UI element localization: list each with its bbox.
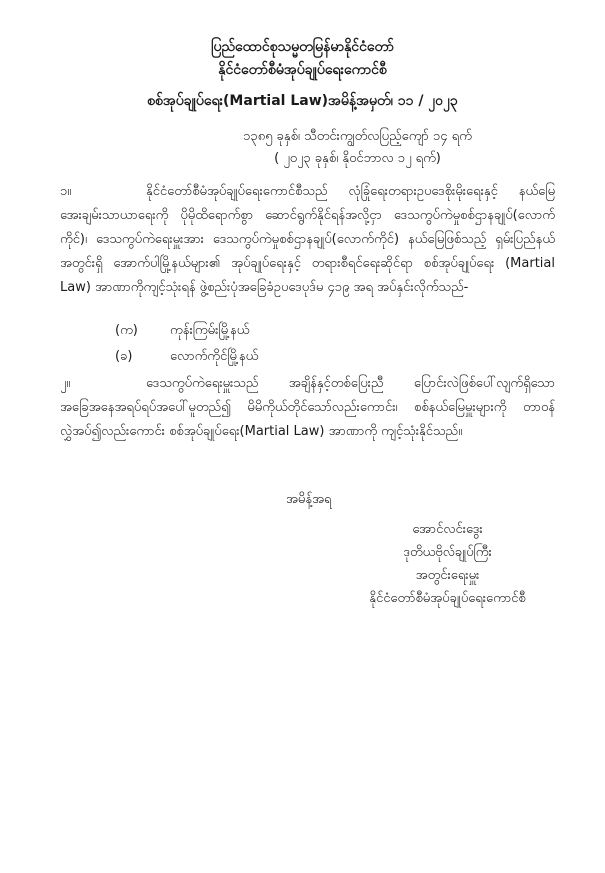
list-item — [115, 318, 555, 344]
signatory-organization: နိုင်ငံတော်စီမံအုပ်ချုပ်ရေးကောင်စီ — [369, 591, 526, 606]
paragraph-number: ၂။ — [60, 376, 71, 391]
township-list — [60, 318, 555, 370]
paragraph-number: ၁။ — [60, 184, 72, 199]
list-item-text: လောက်ကိုင်မြို့နယ် — [170, 349, 259, 364]
signatory-name: အောင်လင်းဒွေး — [412, 522, 483, 537]
gregorian-date: ( ၂၀၂၃ ခုနှစ်၊ နိုဝင်ဘာလ ၁၂ ရက်) — [274, 151, 441, 166]
paragraph-text: ဒေသကွပ်ကဲရေးမှူးသည် အချိန်နှင့်တစ်ပြေးညီ ပြောင်းလဲဖြစ်ပေါ်လျက်ရှိသော အခြေအနေအရပ်ရပ်အပေါ်မူတည်၍ မိမိကိုယ်တိုင်သော်လည်းကောင်း၊ စစ်နယ်မြေမှူးများကို တာဝန်လွှဲအပ်၍လည်းကောင်း စစ်အုပ်ချုပ်ရေး(Martial Law) အာဏာကို ကျင့်သုံးနိုင်သည်။ — [60, 376, 555, 439]
document-header — [50, 36, 555, 82]
list-item — [115, 344, 555, 370]
header-council-name: နိုင်ငံတော်စီမံအုပ်ချုပ်ရေးကောင်စီ — [218, 62, 387, 78]
order-title: စစ်အုပ်ချုပ်ရေး(Martial Law)အမိန့်အမှတ်၊ ၁၁ / ၂၀၂၃ — [147, 93, 458, 109]
myanmar-calendar-date: ၁၃၈၅ ခုနှစ်၊ သီတင်းကျွတ်လပြည့်ကျော် ၁၄ ရက် — [243, 129, 472, 144]
paragraph-1 — [60, 180, 555, 300]
order-dates — [60, 126, 555, 170]
signatory-rank: ဒုတိယဗိုလ်ချုပ်ကြီး — [403, 545, 492, 560]
paragraph-text: နိုင်ငံတော်စီမံအုပ်ချုပ်ရေးကောင်စီသည် လုံခြုံရေးတရားဥပဒေစိုးမိုးရေးနှင့် နယ်မြေအေးချမ်းသာယာရေးကို ပိုမိုထိရောက်စွာ ဆောင်ရွက်နိုင်ရန်အလို့ငှာ ဒေသကွပ်ကဲမှုစစ်ဌာနချုပ်(လောက်ကိုင်)၊ ဒေသကွပ်ကဲရေးမှူးအား ဒေသကွပ်ကဲမှုစစ်ဌာနချုပ်(လောက်ကိုင်) နယ်မြေဖြစ်သည့် ရှမ်းပြည်နယ်အတွင်းရှိ အောက်ပါမြို့နယ်များ၏ အုပ်ချုပ်ရေးနှင့် တရားစီရင်ရေးဆိုင်ရာ စစ်အုပ်ချုပ်ရေး (Martial Law) အာဏာကိုကျင့်သုံးရန် ဖွဲ့စည်းပုံအခြေခံဥပဒေပုဒ်မ ၄၁၉ အရ အပ်နှင်းလိုက်သည်- — [60, 184, 555, 295]
by-order-label: အမိန့်အရ — [286, 492, 332, 507]
list-item-text: ကုန်းကြမ်းမြို့နယ် — [170, 323, 250, 338]
list-item-mark: (က) — [115, 323, 138, 338]
paragraph-2 — [60, 372, 555, 444]
header-country-name: ပြည်ထောင်စုသမ္မတမြန်မာနိုင်ငံတော် — [211, 39, 394, 55]
signature-block — [335, 518, 560, 610]
list-item-mark: (ခ) — [115, 349, 133, 364]
signatory-position: အတွင်းရေးမှူး — [415, 568, 480, 583]
